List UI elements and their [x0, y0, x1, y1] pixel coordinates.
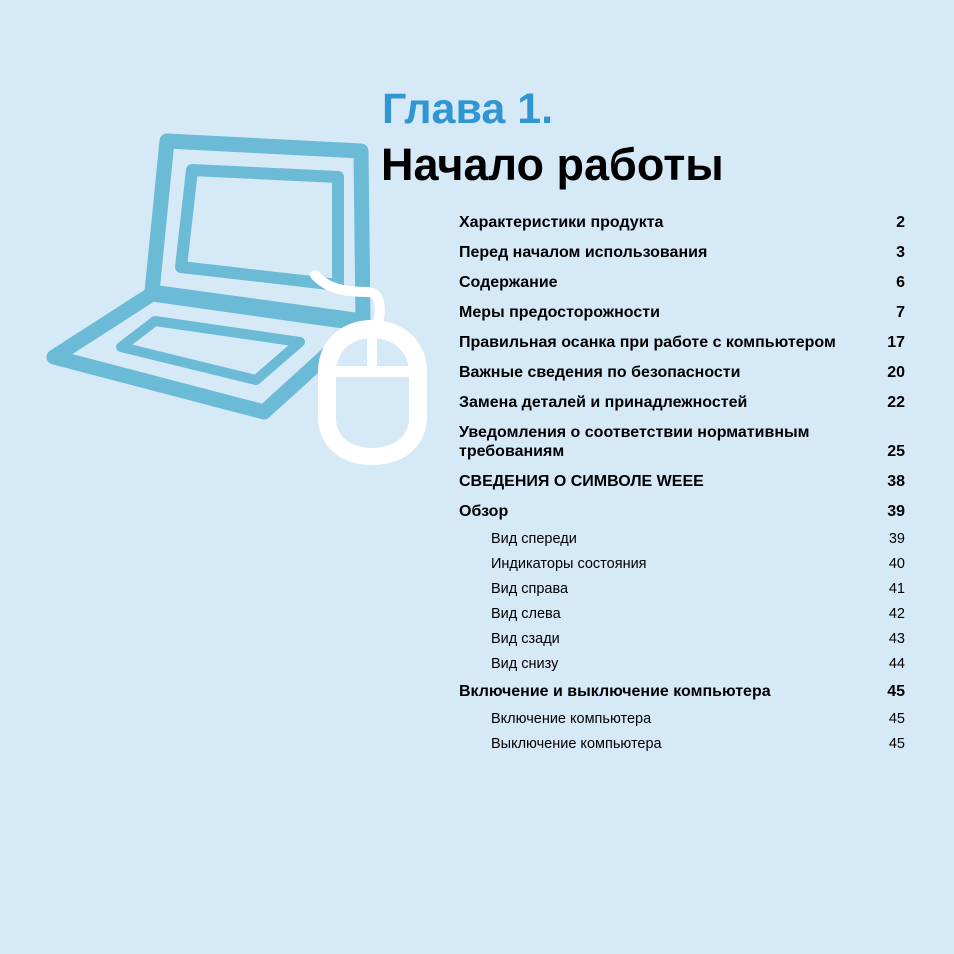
toc-entry-label: Характеристики продукта: [459, 214, 664, 231]
toc-entry-page: 44: [888, 656, 905, 672]
toc-entry[interactable]: [459, 497, 905, 527]
toc-entry-page: 39: [887, 503, 905, 520]
toc-entry-label: Содержание: [459, 274, 558, 291]
toc-entry[interactable]: [459, 467, 905, 497]
toc-entry-label: СВЕДЕНИЯ О СИМВОЛЕ WEEE: [459, 473, 704, 490]
toc-entry-label: Индикаторы состояния: [491, 556, 647, 572]
toc-entry-page: 42: [888, 606, 905, 622]
toc-entry-page: 45: [887, 683, 905, 700]
toc-entry[interactable]: [459, 238, 905, 268]
toc-entry-label: Правильная осанка при работе с компьютером: [459, 334, 836, 351]
toc-entry-label: Вид слева: [491, 606, 561, 622]
toc-entry-label: Замена деталей и принадлежностей: [459, 394, 748, 411]
toc-entry-label: Перед началом использования: [459, 244, 708, 261]
toc-entry-page: 41: [888, 581, 905, 597]
toc-entry-page: 45: [888, 736, 905, 752]
toc-entry[interactable]: [459, 328, 905, 358]
toc-subentry[interactable]: [459, 552, 905, 577]
toc-entry-page: 17: [887, 334, 905, 351]
toc-subentry[interactable]: [459, 652, 905, 677]
toc-entry-label: Включение и выключение компьютера: [459, 683, 771, 700]
toc-entry-page: 3: [896, 244, 905, 261]
toc-entry-label: Меры предосторожности: [459, 304, 660, 321]
toc-entry-page: 6: [896, 274, 905, 291]
toc-entry-label: Вид справа: [491, 581, 569, 597]
toc-entry[interactable]: [459, 677, 905, 707]
toc-entry-label: Вид сзади: [491, 631, 560, 647]
toc-entry-label: Вид спереди: [491, 531, 577, 547]
toc-entry-page: 45: [888, 711, 905, 727]
toc-subentry[interactable]: [459, 627, 905, 652]
toc-entry[interactable]: [459, 418, 905, 467]
chapter-number: Глава 1.: [382, 85, 554, 133]
toc-entry[interactable]: [459, 388, 905, 418]
toc-entry-label: Важные сведения по безопасности: [459, 364, 741, 381]
toc-entry-label: Включение компьютера: [491, 711, 652, 727]
toc-subentry[interactable]: [459, 527, 905, 552]
toc-subentry[interactable]: [459, 732, 905, 757]
toc-subentry[interactable]: [459, 602, 905, 627]
toc-entry-page: 20: [887, 364, 905, 381]
toc-entry[interactable]: [459, 298, 905, 328]
toc-subentry[interactable]: [459, 707, 905, 732]
toc-entry-page: 25: [887, 443, 905, 460]
toc-entry-page: 40: [888, 556, 905, 572]
toc-entry-label: Выключение компьютера: [491, 736, 662, 752]
toc-entry[interactable]: [459, 268, 905, 298]
table-of-contents: [459, 208, 905, 757]
toc-entry-page: 22: [887, 394, 905, 411]
toc-entry-page: 7: [896, 304, 905, 321]
mouse-icon: [315, 275, 427, 465]
toc-entry-page: 43: [888, 631, 905, 647]
toc-entry[interactable]: [459, 208, 905, 238]
toc-entry-label: Уведомления о соответствии нормативным требованиям: [459, 424, 810, 460]
toc-entry-page: 38: [887, 473, 905, 490]
toc-entry-label: Вид снизу: [491, 656, 559, 672]
toc-entry-page: 2: [896, 214, 905, 231]
toc-entry-page: 39: [888, 531, 905, 547]
toc-entry-label: Обзор: [459, 503, 509, 520]
toc-subentry[interactable]: [459, 577, 905, 602]
chapter-title: Начало работы: [381, 139, 724, 190]
toc-entry[interactable]: [459, 358, 905, 388]
